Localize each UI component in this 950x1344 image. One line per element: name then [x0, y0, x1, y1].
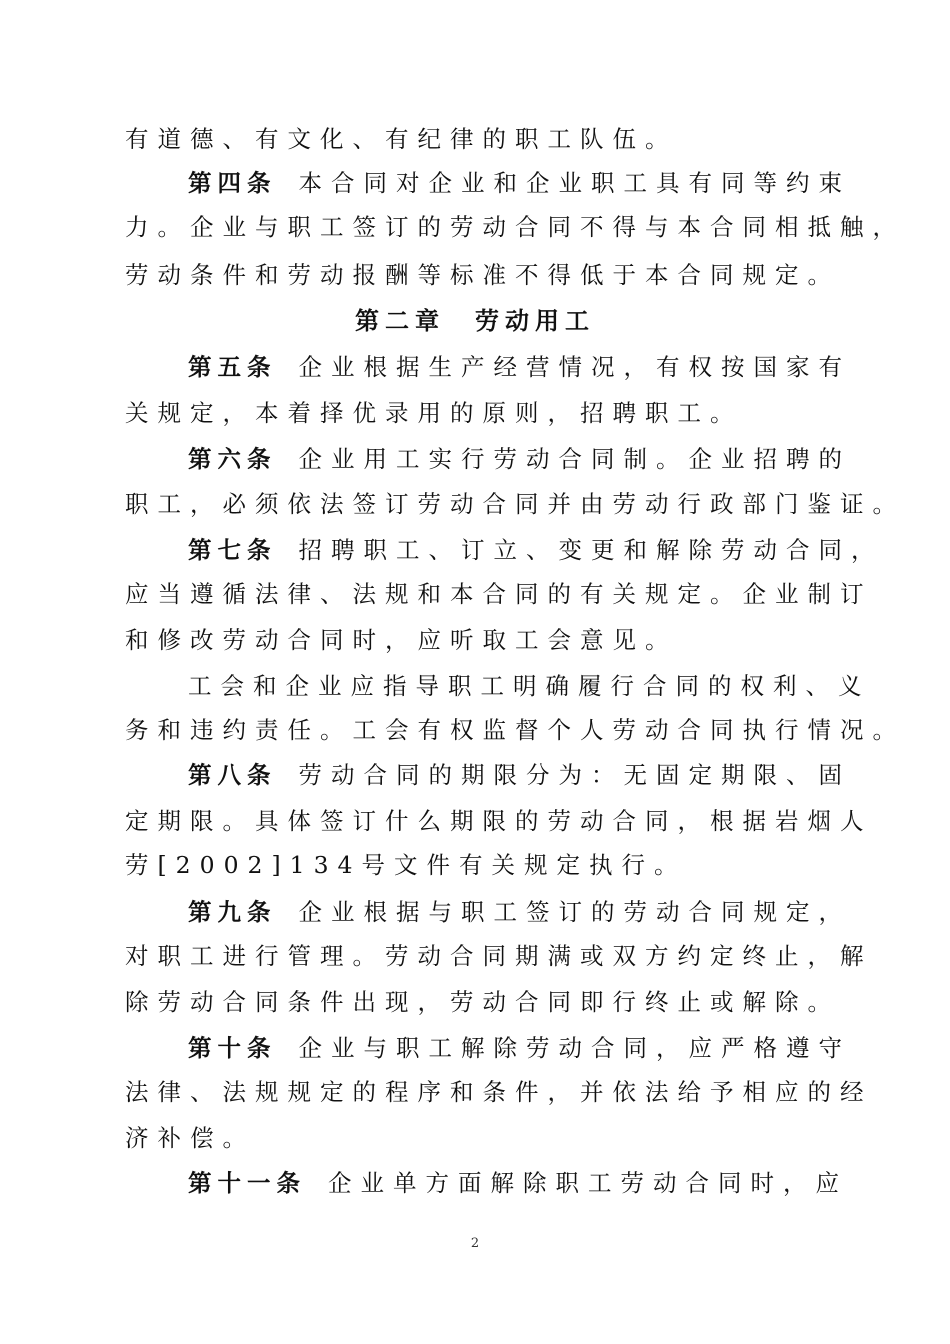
article-5-text: 企业根据生产经营情况，有权按国家有 [298, 353, 851, 381]
article-5-line [188, 350, 851, 384]
article-10-label: 第十条 [188, 1034, 277, 1062]
article-8-label: 第八条 [188, 761, 277, 789]
page-number: 2 [470, 1236, 480, 1251]
article-10-line [188, 1031, 851, 1065]
article-11-text: 企业单方面解除职工劳动合同时，应 [328, 1169, 848, 1197]
text-line: 对职工进行管理。劳动合同期满或双方约定终止，解 [125, 942, 873, 970]
article-9-line [188, 895, 851, 929]
chapter-heading [0, 304, 950, 338]
text-line: 定期限。具体签订什么期限的劳动合同，根据岩烟人 [125, 807, 873, 835]
chapter-number: 第二章 [355, 307, 445, 335]
article-4-text: 本合同对企业和企业职工具有同等约束 [298, 169, 851, 197]
text-line: 济补偿。 [125, 1124, 255, 1152]
chapter-title: 劳动用工 [475, 307, 595, 335]
article-7-text: 招聘职工、订立、变更和解除劳动合同， [298, 536, 884, 564]
article-8-text: 劳动合同的期限分为：无固定期限、固 [298, 761, 851, 789]
text-line: 除劳动合同条件出现，劳动合同即行终止或解除。 [125, 988, 840, 1016]
text-line: 职工，必须依法签订劳动合同并由劳动行政部门鉴证。 [125, 490, 905, 518]
article-4-label: 第四条 [188, 169, 277, 197]
text-line: 法律、法规规定的程序和条件，并依法给予相应的经 [125, 1078, 873, 1106]
article-7-label: 第七条 [188, 536, 277, 564]
article-8-line [188, 758, 851, 792]
article-10-text: 企业与职工解除劳动合同，应严格遵守 [298, 1034, 851, 1062]
article-11-line [188, 1166, 848, 1200]
text-line: 关规定，本着择优录用的原则，招聘职工。 [125, 399, 743, 427]
text-line: 有道德、有文化、有纪律的职工队伍。 [125, 125, 678, 153]
article-6-text: 企业用工实行劳动合同制。企业招聘的 [298, 445, 851, 473]
article-6-line [188, 442, 851, 476]
text-line: 和修改劳动合同时，应听取工会意见。 [125, 626, 678, 654]
text-line: 务和违约责任。工会有权监督个人劳动合同执行情况。 [125, 716, 905, 744]
article-9-text: 企业根据与职工签订的劳动合同规定， [298, 898, 851, 926]
text-line: 劳动条件和劳动报酬等标准不得低于本合同规定。 [125, 261, 840, 289]
article-5-label: 第五条 [188, 353, 277, 381]
text-line: 力。企业与职工签订的劳动合同不得与本合同相抵触， [125, 213, 905, 241]
text-line: 劳[2002]134号文件有关规定执行。 [125, 851, 687, 879]
article-11-label: 第十一条 [188, 1169, 306, 1197]
article-6-label: 第六条 [188, 445, 277, 473]
text-line: 应当遵循法律、法规和本合同的有关规定。企业制订 [125, 580, 873, 608]
paragraph-line: 工会和企业应指导职工明确履行合同的权利、义 [188, 672, 871, 700]
article-4-line [188, 166, 851, 200]
article-7-line [188, 533, 884, 567]
article-9-label: 第九条 [188, 898, 277, 926]
